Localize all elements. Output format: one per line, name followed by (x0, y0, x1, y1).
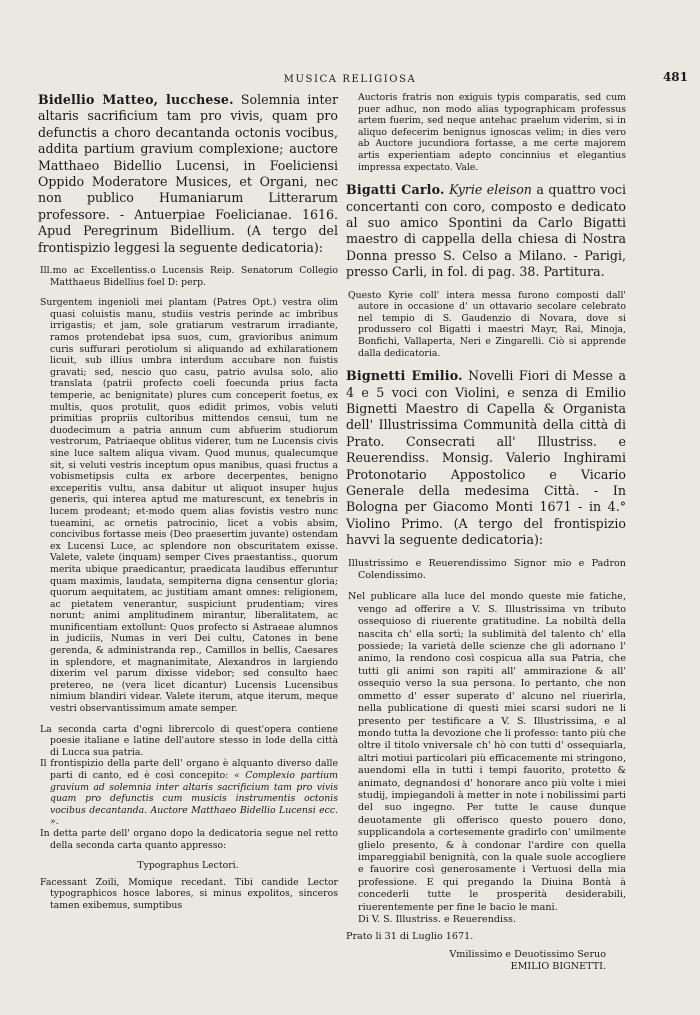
note-organ-quote: « Complexio partium gravium ad solemnia inter altaris sacrificium tam pro vivis quam pro defunctis cum musicis instrumentis octonis vocibus decantanda. Auctore Matthaeo Bidellio Lucensi ecc. ». (50, 770, 338, 828)
entry-bidellio (38, 92, 338, 256)
bignetti-signature-name: EMILIO BIGNETTI. (510, 961, 606, 973)
typographus-heading: Typographus Lectori. (137, 860, 239, 872)
typographus-text-continued: Auctoris fratris non exiguis typis comparatis, sed cum puer adhuc, non modo alias typographicam professus artem fuerim, sed neque antehac praelum viderim, si in aliquo defecerim benignus ignoscas velim; in dies vero ab Auctore jucundiora fortasse, a me certe majorem artis experientiam adepto concinnius et elegantius impressa expectato. Vale. (358, 92, 626, 173)
bignetti-addressee: Illustrissimo e Reuerendissimo Signor mio e Padron Colendissimo. (348, 557, 626, 582)
bignetti-signature-line: Vmilissimo e Deuotissimo Seruo (449, 948, 606, 960)
entry-description-bidellio: Solemnia inter altaris sacrificium tam pro vivis, quam pro defunctis a choro decantanda octonis vocibus, addita partium gravium complexione; auctore Matthaeo Bidellio Lucensi, in Foeliciensi Oppido Moderatore Musices, et Organi, nec non publico Humaniarum Litterarum professore. - Antuerpiae Foelicianae. 1616. Apud Peregrinum Bidellium. (A tergo del frontispizio leggesi la seguente dedicatoria): (38, 92, 338, 255)
entry-description-bignetti: Novelli Fiori di Messe a 4 e 5 voci con Violini, e senza di Emilio Bignetti Maestro di Capella & Organista dell' Illustrissima Communità della città di Prato. Consecrati all' Illustriss. e Reuerendiss. Monsig. Valerio Inghirami Protonotario Appostolico e Vicario Generale della medesima Città. - In Bologna per Giacomo Monti 1671 - in 4.° Violino Primo. (A tergo del frontispizio havvi la seguente dedicatoria): (346, 368, 626, 548)
entry-heading-bidellio: Bidellio Matteo, lucchese. (38, 92, 234, 107)
entry-heading-bignetti: Bignetti Emilio. (346, 368, 463, 384)
note-paragraph: La seconda carta d'ogni librercolo di quest'opera contiene poesie italiane e latine dell'autore stesso in lode della città di Lucca sua patria. (40, 723, 338, 758)
entry-bignetti (346, 368, 626, 548)
bignetti-date: Prato li 31 di Luglio 1671. (346, 931, 474, 943)
right-column (346, 92, 626, 974)
bignetti-letter: Nel publicare alla luce del mondo queste mie fatiche, vengo ad offerire a V. S. Illustrissima vn tributo ossequioso di riuerente gratitudine. La nobiltà della nascita ch' ella sortì; la sublimità del talento ch' ella possiede; la varietà delle scienze che gli adornano l' animo, la rendono così cospicua alla sua Patria, che tutti gli animi son rapiti all' ammirazione & all' ossequio verso la sua persona. Io pertanto, che non ommetto d' esser superato d' alcuno nel riuerirla, nella publicatione di questi miei scarsi sudori ne li presento per testificare a V. S. Illustrissima, e al mondo tutta la devozione che li professo: tanto più che oltre il titolo vniversale ch' hò con tutti d' ossequiarla, altri motiui particolari più efficacemente mi stringono, auendomi ella in tutti i tempi fauorito, protetto & animato, degnandosi d' honorare anco più volte i miei studij, impiegandoli à metter in note i nobilissimi parti del suo ingegno. Per tutte le cause dunque deuotamente gli offerisco questo pouero dono, supplicandola a cortesemente gradirlo con' umilmente glielo presento, & à condonar l'ardire con quella impareggiabil benignità, con la quale suole accogliere e fauorire così generosamente i Vertuosi della mia professione. E qui pregando la Diuina Bontà à concederli tutte le prosperità desiderabili, riuerentemente per fine le bacio le mani. (348, 591, 626, 913)
note-paragraph-organ (38, 758, 338, 828)
typographus-text: Facessant Zoili, Momique recedant. Tibi candide Lector typographicos hosce labores, si minus expolitos, sinceros tamen exibemus, sumptibus (40, 876, 338, 911)
entry-description-bigatti: a quattro voci concertanti con coro, composto e dedicato al suo amico Spontini da Carlo Bigatti maestro di cappella della chiesa di Nostra Donna presso S. Celso a Milano. - Parigi, presso Carli, in fol. di pag. 38. Partitura. (346, 182, 626, 280)
entry-heading-bigatti: Bigatti Carlo. (346, 182, 445, 198)
dedication-addressee: Ill.mo ac Excellentiss.o Lucensis Reip. Senatorum Collegio Matthaeus Bidellius foel D: perp. (40, 265, 338, 288)
dedication-text: Surgentem ingenioli mei plantam (Patres Opt.) vestra olim quasi coluistis manu, studiis vestris perinde ac imbribus irrigastis; et jam, sole gratiarum vestrarum irradiante, ramos protendebat ipsa suos, cum, gravioribus animum curis suffurari perotiolum si aliquando ad exhilarationem licuit, sub illius umbra interdum accubare non fuistis gravati; sed, nescio quo casu, patrio avulsa solo, alio translata (patrii profecto coeli foecunda prius facta temperie, ac benignitate) plures cum conceperit foetus, ex multis, quos protulit, quos edidit primos, vobis veluti primitias propriis cultoribus mittendos censui, tum ne duodecimum a patria annum cum abfuerim studiorum vestrorum, Patriaeque oblitus viderer, tum ne Lucensis civis sine luce saltem aliqua vivam. Quod munus, qualecumque sit, si veluti vestris inceptum opus manibus, quasi fructus a vobismetipsis culta ex arbore decerpentes, benigno exceperitis vultu, ansa dabitur ut aliquot insuper hujus generis, qui interea aptud me maturescunt, ex tenebris in lucem prodeant; et-modo quem alias fovistis vestro nunc tueamini, ac ornetis patrocinio, licet a vobis absim, concivibus fortasse meis (Deo praesertim juvante) ostendam ex Lucensi Luce, ac splendore non obscuritatem exisse. Valete, valete (inquam) semper Cives praestantiss., quorum merita ubique praedicantur, praedicata laudibus efferuntur quam maximis, laudata, sempiterna digna censentur gloria; quorum aequitatem, ac justitiam amant omnes: religionem, ac pietatem venerantur, suspiciunt prudentiam; vires norunt; animi amplitudinem mirantur, liberalitatem, ac munificentiam extollunt: Quos profecto si Astraeae alumnos in judiciis, Numas in veri Dei cultu, Catones in bene gerenda, & administranda rep., Camillos in bellis, Caesares in splendore, et magnanimitate, Alexandros in largiendo dixerim vel parum dixisse videbor; sed consulto haec pretereo, ne (vera licet dicantur) Lucensis Lucensibus nimium blandiri videar. Valete iterum, atque iterum, meque vestri observantissimum amate semper. (40, 297, 338, 715)
bignetti-closing: Di V. S. Illustriss. e Reuerendiss. (358, 914, 517, 925)
left-column (38, 92, 338, 912)
note-paragraph-retto: In detta parte dell' organo dopo la dedicatoria segue nel retto della seconda carta quanto appresso: (40, 827, 338, 851)
entry-title-bigatti: Kyrie eleison (449, 182, 532, 198)
page-number: 481 (662, 70, 688, 84)
entry-bigatti (346, 182, 626, 280)
bigatti-note: Questo Kyrie coll' intera messa furono composti dall' autore in occasione d' un ottavario secolare celebrato nel tempio di S. Gaudenzio di Novara, dove si produssero col Bigatti i maestri Mayr, Rai, Minoja, Bonfichi, Vallaperta, Neri e Zingarelli. Ciò si apprende dalla dedicatoria. (348, 289, 626, 359)
running-title: MUSICA RELIGIOSA (283, 74, 417, 85)
note-organ-intro: Il frontispizio della parte dell' organo è alquanto diverso dalle parti di canto, ed è così concepito: (40, 758, 338, 781)
